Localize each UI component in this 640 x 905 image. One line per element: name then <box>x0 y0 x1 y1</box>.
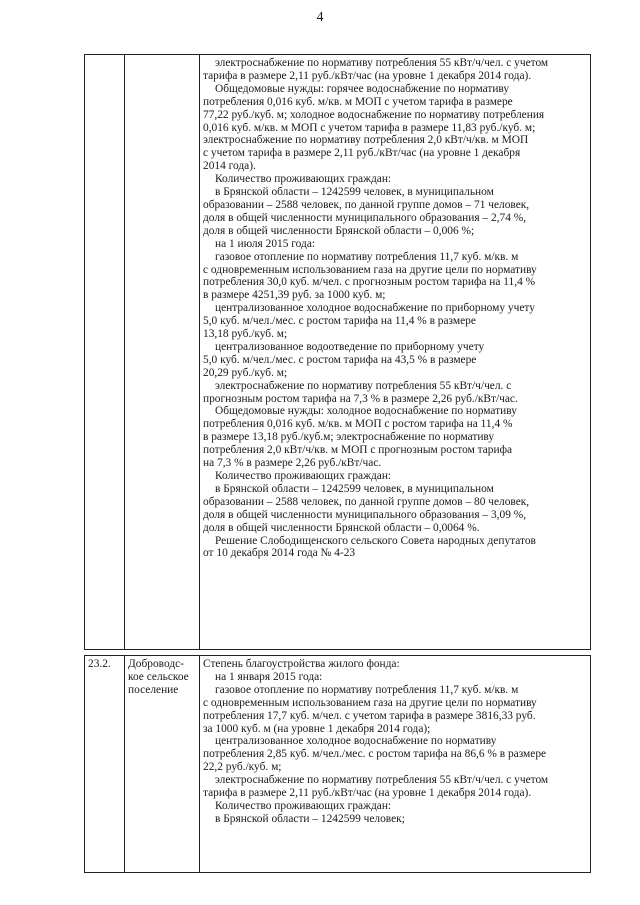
table-continuation <box>84 54 591 650</box>
text-line: с одновременным использованием газа на другие цели по нормативу <box>203 696 537 709</box>
text-line: за 1000 куб. м (на уровне 1 декабря 2014 года); <box>203 722 431 735</box>
text-line: от 10 декабря 2014 года № 4-23 <box>203 547 356 560</box>
description-cell <box>200 55 591 650</box>
table-row <box>85 55 591 650</box>
text-line: в Брянской области – 1242599 человек; <box>215 812 405 825</box>
text-line: тарифа в размере 2,11 руб./кВт/час (на уровне 1 декабря 2014 года). <box>203 787 532 800</box>
text-line: 77,22 руб./куб. м; холодное водоснабжение по нормативу потребления <box>203 108 545 121</box>
text-line: в размере 4251,39 руб. за 1000 куб. м; <box>203 289 386 302</box>
municipality-cell <box>125 656 200 873</box>
row-number: 23.2. <box>88 658 111 670</box>
text-line: 5,0 куб. м/чел./мес. с ростом тарифа на 43,5 % в размере <box>203 353 477 366</box>
municipality-name-line: поселение <box>128 683 179 696</box>
text-line: потребления 0,016 куб. м/кв. м МОП с ростом тарифа на 11,4 % <box>203 418 513 431</box>
text-line: потребления 17,7 куб. м/чел. с учетом тарифа в размере 3816,33 руб. <box>203 709 536 722</box>
text-line: 20,29 руб./куб. м; <box>203 366 288 379</box>
text-line: потребления 2,0 кВт/ч/кв. м МОП с прогнозным ростом тарифа <box>203 444 513 457</box>
text-line: электроснабжение по нормативу потребления 55 кВт/ч/чел. с учетом <box>215 774 549 787</box>
text-line: газовое отопление по нормативу потребления 11,7 куб. м/кв. м <box>215 250 519 263</box>
row-number-cell <box>85 656 125 873</box>
text-line: Количество проживающих граждан: <box>215 799 392 812</box>
municipality-cell <box>125 55 200 650</box>
text-line: централизованное холодное водоснабжение по приборному учету <box>215 302 535 315</box>
text-line: в Брянской области – 1242599 человек, в муниципальном <box>215 482 494 495</box>
text-line: Количество проживающих граждан: <box>215 173 392 186</box>
text-line: Общедомовые нужды: холодное водоснабжение по нормативу <box>215 405 517 418</box>
text-line: потребления 30,0 куб. м/чел. с прогнозным ростом тарифа на 11,4 % <box>203 276 536 289</box>
text-line: образовании – 2588 человек, по данной группе домов – 71 человек, <box>203 198 530 211</box>
text-line: потребления 0,016 куб. м/кв. м МОП с учетом тарифа в размере <box>203 95 513 108</box>
description-cell <box>200 656 591 873</box>
text-line: 2014 года). <box>203 160 256 173</box>
text-line: Степень благоустройства жилого фонда: <box>203 658 400 670</box>
text-line: электроснабжение по нормативу потребления 55 кВт/ч/чел. с <box>215 379 512 392</box>
text-line: Общедомовые нужды: горячее водоснабжение по нормативу <box>215 82 510 95</box>
page-number: 4 <box>316 10 324 25</box>
municipality-name-line: кое сельское <box>128 670 189 683</box>
text-line: газовое отопление по нормативу потребления 11,7 куб. м/кв. м <box>215 683 519 696</box>
table-row <box>85 656 591 873</box>
text-line: потребления 2,85 куб. м/чел./мес. с ростом тарифа на 86,6 % в размере <box>203 748 547 761</box>
text-line: на 7,3 % в размере 2,26 руб./кВт/час. <box>203 457 382 470</box>
text-line: на 1 января 2015 года: <box>215 670 323 683</box>
text-line: прогнозным ростом тарифа на 7,3 % в размере 2,26 руб./кВт/час. <box>203 392 518 405</box>
text-line: электроснабжение по нормативу потребления 55 кВт/ч/чел. с учетом <box>215 57 549 69</box>
text-line: доля в общей численности муниципального образования – 3,09 %, <box>203 508 527 521</box>
table-entry-23-2 <box>84 655 591 873</box>
text-line: с учетом тарифа в размере 2,11 руб./кВт/час (на уровне 1 декабря <box>203 147 521 160</box>
text-line: на 1 июля 2015 года: <box>215 237 316 250</box>
text-line: в Брянской области – 1242599 человек, в муниципальном <box>215 186 494 199</box>
text-line: Решение Слободищенского сельского Совета народных депутатов <box>215 534 536 547</box>
text-line: 5,0 куб. м/чел./мес. с ростом тарифа на 11,4 % в размере <box>203 315 476 328</box>
text-line: Количество проживающих граждан: <box>215 470 392 482</box>
text-line: централизованное водоотведение по приборному учету <box>215 340 485 353</box>
municipality-name-line: Доброводс- <box>128 658 184 670</box>
text-line: электроснабжение по нормативу потребления 2,0 кВт/ч/кв. м МОП <box>203 134 529 147</box>
text-line: доля в общей численности Брянской области – 0,006 %; <box>203 224 475 237</box>
text-line: с одновременным использованием газа на другие цели по нормативу <box>203 263 537 276</box>
text-line: в размере 13,18 руб./куб.м; электроснабжение по нормативу <box>203 431 495 444</box>
text-line: 0,016 куб. м/кв. м МОП с учетом тарифа в размере 11,83 руб./куб. м; <box>203 121 536 134</box>
text-line: доля в общей численности Брянской области – 0,0064 %. <box>203 521 480 534</box>
text-line: образовании – 2588 человек, по данной группе домов – 80 человек, <box>203 495 530 508</box>
text-line: доля в общей численности муниципального образования – 2,74 %, <box>203 211 527 224</box>
text-line: 22,2 руб./куб. м; <box>203 761 282 774</box>
text-line: 13,18 руб./куб. м; <box>203 328 288 341</box>
text-line: централизованное холодное водоснабжение по нормативу <box>215 735 497 748</box>
text-line: тарифа в размере 2,11 руб./кВт/час (на уровне 1 декабря 2014 года). <box>203 69 532 82</box>
row-number-cell <box>85 55 125 650</box>
